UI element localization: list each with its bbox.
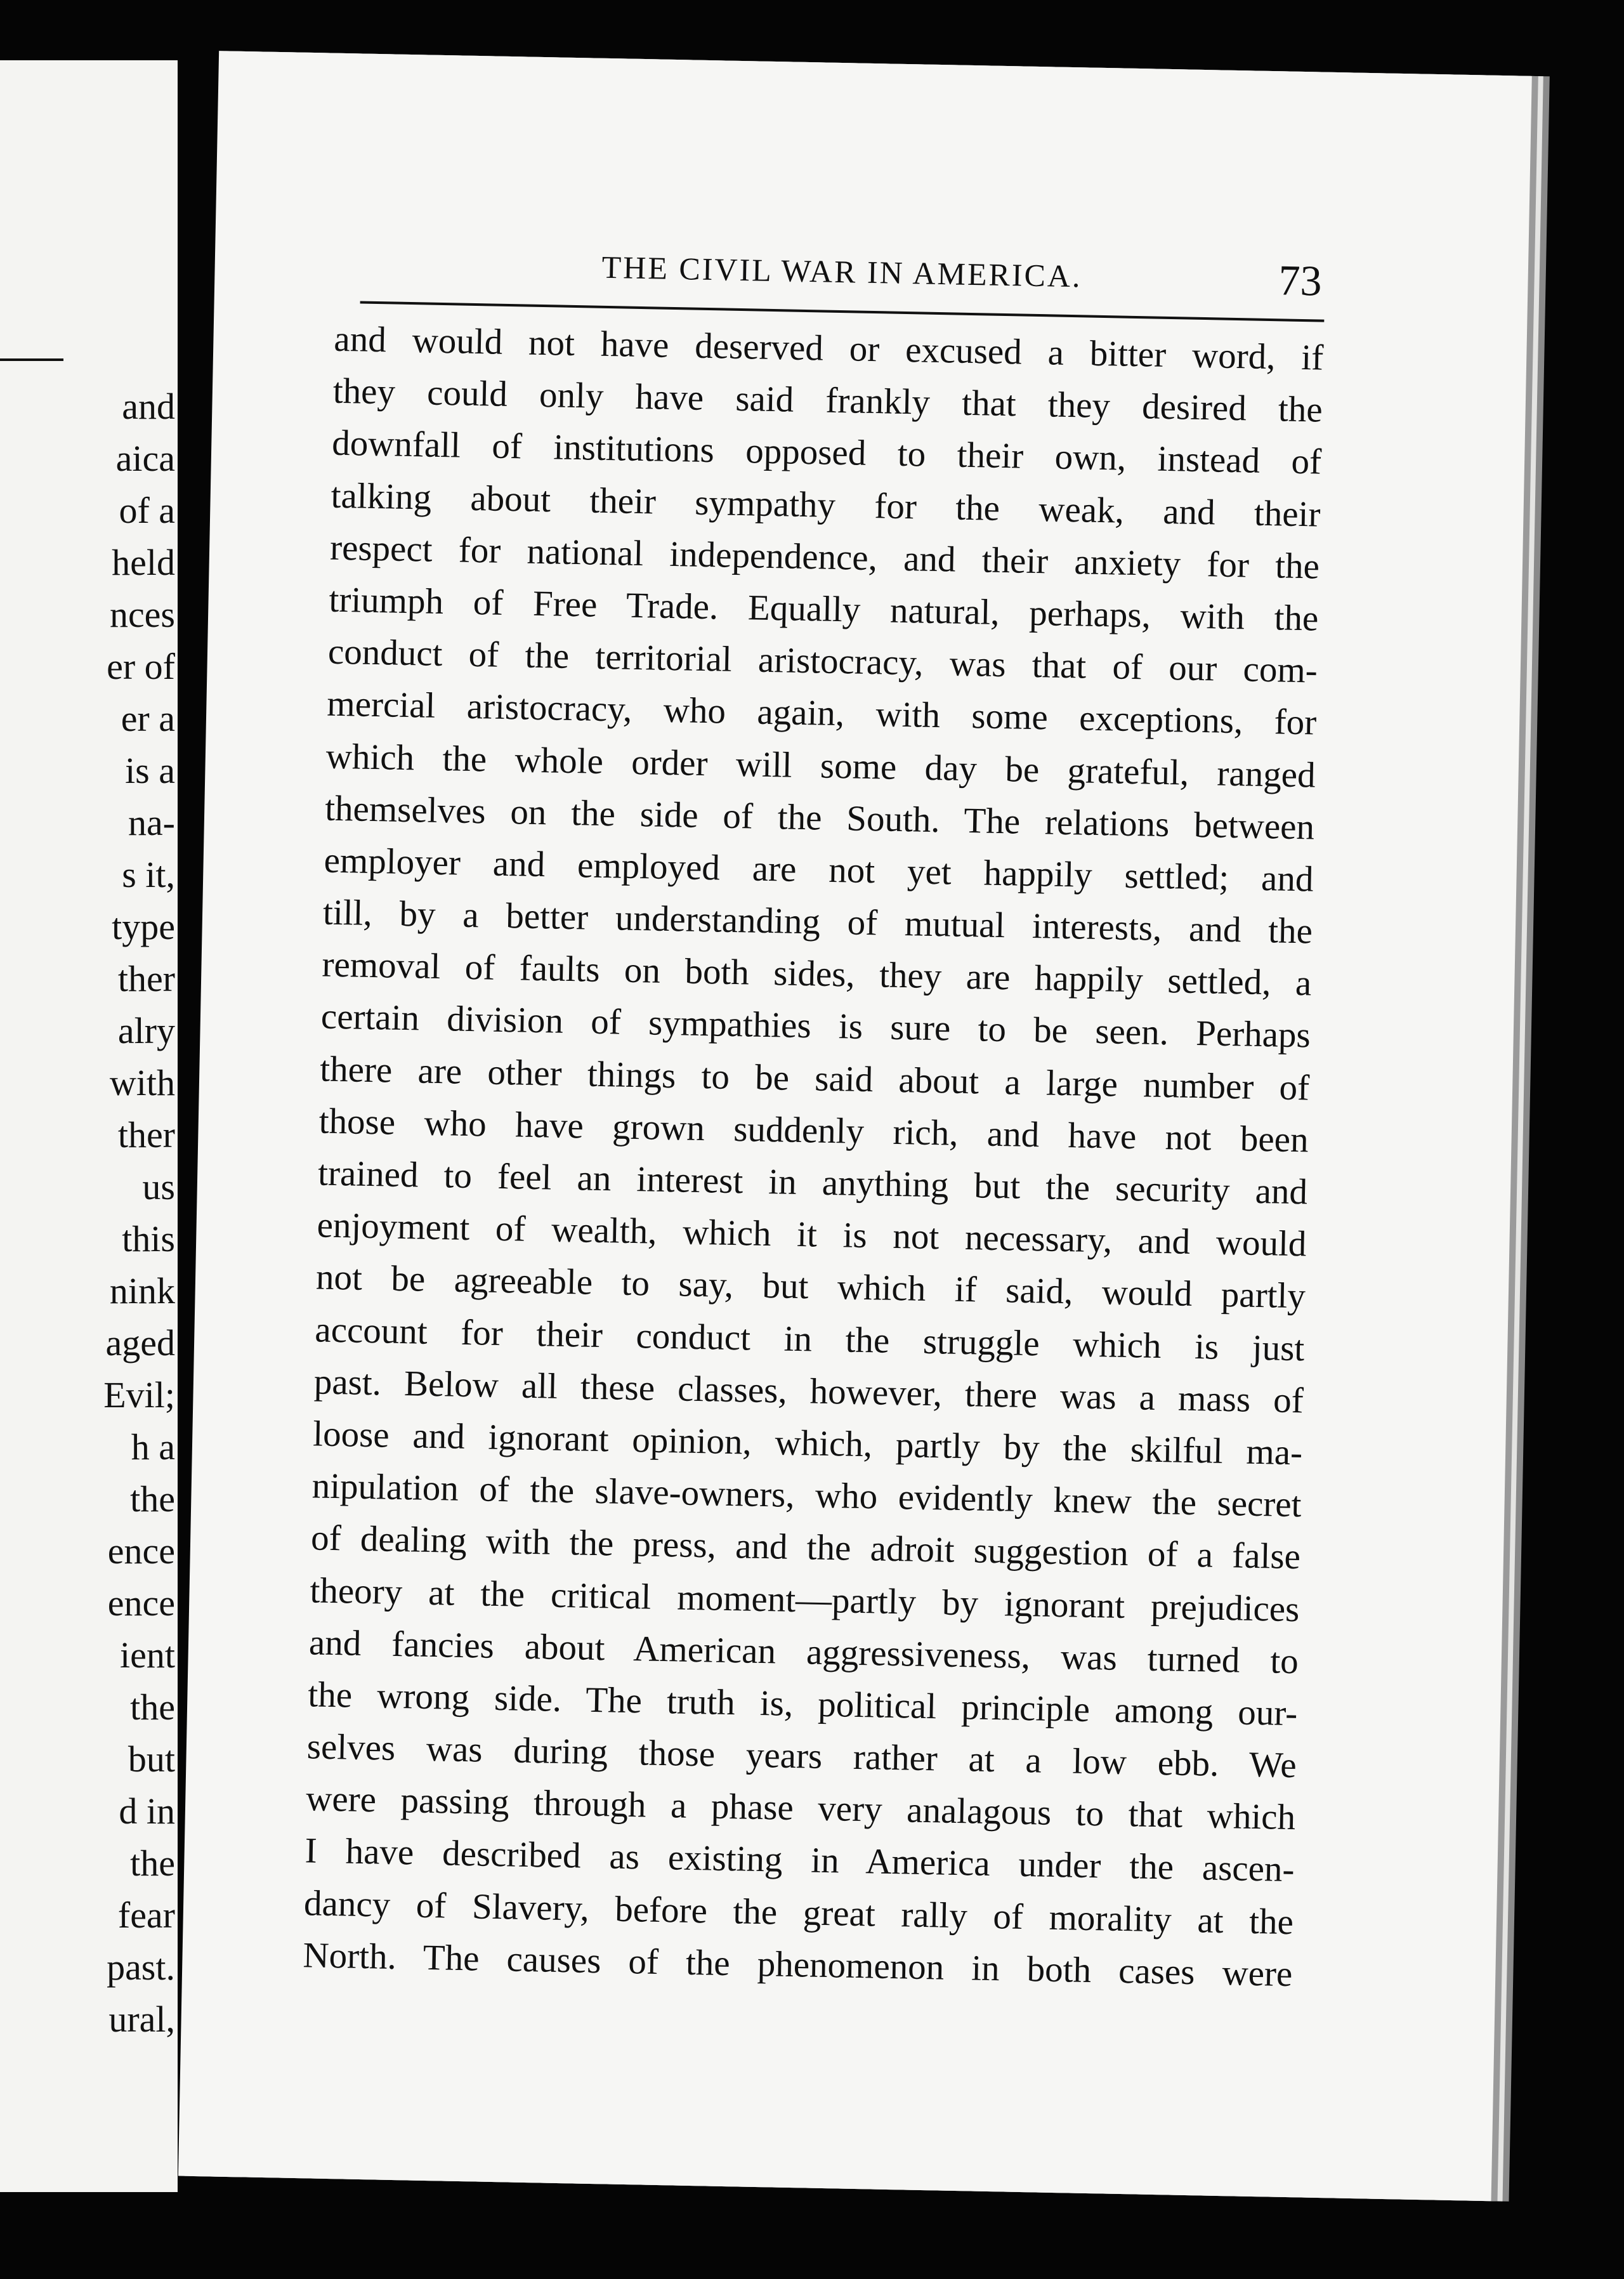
text-line: enjoyment of wealth, which it is not necessary, and would xyxy=(317,1205,1307,1264)
body-text xyxy=(303,313,1324,2000)
text-line: theory at the critical moment—partly by ignorant prejudices xyxy=(310,1570,1300,1629)
text-line: loose and ignorant opinion, which, partly by the skilful ma- xyxy=(312,1414,1303,1473)
facing-page-line: is a xyxy=(125,750,175,791)
facing-page-line: ient xyxy=(120,1634,175,1676)
facing-page-line: ural, xyxy=(108,1999,175,2040)
facing-page-line: ence xyxy=(107,1582,175,1624)
text-line: dancy of Slavery, before the great rally of morality at the xyxy=(303,1882,1294,1942)
text-line: I have described as existing in America under the ascen- xyxy=(304,1830,1295,1890)
facing-page-line: this xyxy=(122,1218,175,1259)
text-line: themselves on the side of the South. The relations between xyxy=(324,788,1315,848)
facing-page-line: but xyxy=(128,1738,175,1780)
text-line: and would not have deserved or excused a bitter word, if xyxy=(333,319,1324,378)
facing-page-line: and xyxy=(122,386,175,427)
text-line: the wrong side. The truth is, political principle among our- xyxy=(307,1674,1298,1734)
facing-page-line: the xyxy=(130,1478,175,1520)
text-line: and fancies about American aggressiveness, was turned to xyxy=(308,1622,1299,1681)
text-line: employer and employed are not yet happily settled; and xyxy=(324,840,1314,900)
page-number: 73 xyxy=(1278,256,1323,305)
facing-page-line: aged xyxy=(105,1322,175,1363)
text-line: trained to feel an interest in anything but the security and xyxy=(317,1153,1308,1212)
text-line: account for their conduct in the struggle which is just xyxy=(314,1309,1305,1369)
text-line: they could only have said frankly that they desired the xyxy=(332,371,1323,430)
facing-page-line: s it, xyxy=(122,854,175,895)
facing-page-line: h a xyxy=(131,1426,175,1468)
text-line: were passing through a phase very analagous to that which xyxy=(305,1778,1296,1838)
text-line: respect for national independence, and their anxiety for the xyxy=(329,527,1320,587)
facing-page-line: of a xyxy=(119,490,175,531)
facing-page-header-rule xyxy=(0,358,63,361)
facing-page-line: us xyxy=(142,1166,175,1207)
facing-page-line: d in xyxy=(119,1790,175,1832)
facing-page-line: fear xyxy=(117,1895,175,1936)
text-line: there are other things to be said about a large number of xyxy=(319,1049,1310,1108)
facing-page-line: aica xyxy=(115,438,175,479)
facing-page-line: with xyxy=(109,1062,175,1103)
facing-page-line: alry xyxy=(117,1010,175,1051)
text-line: of dealing with the press, and the adroit suggestion of a false xyxy=(310,1518,1301,1577)
text-line: removal of faults on both sides, they are happily settled, a xyxy=(321,944,1312,1004)
facing-page-line: held xyxy=(112,542,175,583)
text-line: North. The causes of the phenomenon in both cases were xyxy=(302,1935,1293,1994)
text-line: till, by a better understanding of mutual interests, and the xyxy=(322,892,1313,952)
text-line: mercial aristocracy, who again, with some exceptions, for xyxy=(326,683,1317,743)
text-line: talking about their sympathy for the weak, and their xyxy=(331,475,1321,535)
text-line: nipulation of the slave-owners, who evidently knew the secret xyxy=(311,1466,1302,1525)
text-line: triumph of Free Trade. Equally natural, perhaps, with the xyxy=(329,579,1319,639)
text-line: which the whole order will some day be grateful, ranged xyxy=(325,736,1316,796)
facing-page-line: type xyxy=(112,906,175,947)
text-line: downfall of institutions opposed to their own, instead of xyxy=(331,423,1322,482)
facing-page-text xyxy=(103,381,175,2046)
facing-page-line: na- xyxy=(128,802,175,843)
text-line: not be agreeable to say, but which if said, would partly xyxy=(315,1257,1306,1317)
page-header xyxy=(360,237,1326,319)
text-line: past. Below all these classes, however, there was a mass of xyxy=(313,1362,1304,1421)
facing-page-line: er of xyxy=(107,646,175,687)
book-page xyxy=(178,51,1532,2201)
facing-page-line: er a xyxy=(121,698,175,739)
facing-page-line: the xyxy=(130,1842,175,1884)
facing-page-line: the xyxy=(130,1686,175,1728)
facing-page-line: ence xyxy=(107,1530,175,1572)
text-line: certain division of sympathies is sure to be seen. Perhaps xyxy=(320,996,1311,1056)
facing-page-line: ther xyxy=(117,1114,175,1155)
text-line: selves was during those years rather at a low ebb. We xyxy=(306,1726,1297,1786)
facing-page-line: ther xyxy=(117,958,175,999)
facing-page-line: nink xyxy=(109,1270,175,1311)
text-line: conduct of the territorial aristocracy, was that of our com- xyxy=(327,631,1318,691)
text-line: those who have grown suddenly rich, and have not been xyxy=(318,1101,1309,1160)
running-title: THE CIVIL WAR IN AMERICA. xyxy=(601,249,1083,294)
facing-page xyxy=(0,60,178,2192)
facing-page-line: Evil; xyxy=(103,1374,175,1415)
facing-page-line: nces xyxy=(109,594,175,635)
facing-page-line: past. xyxy=(107,1947,175,1988)
